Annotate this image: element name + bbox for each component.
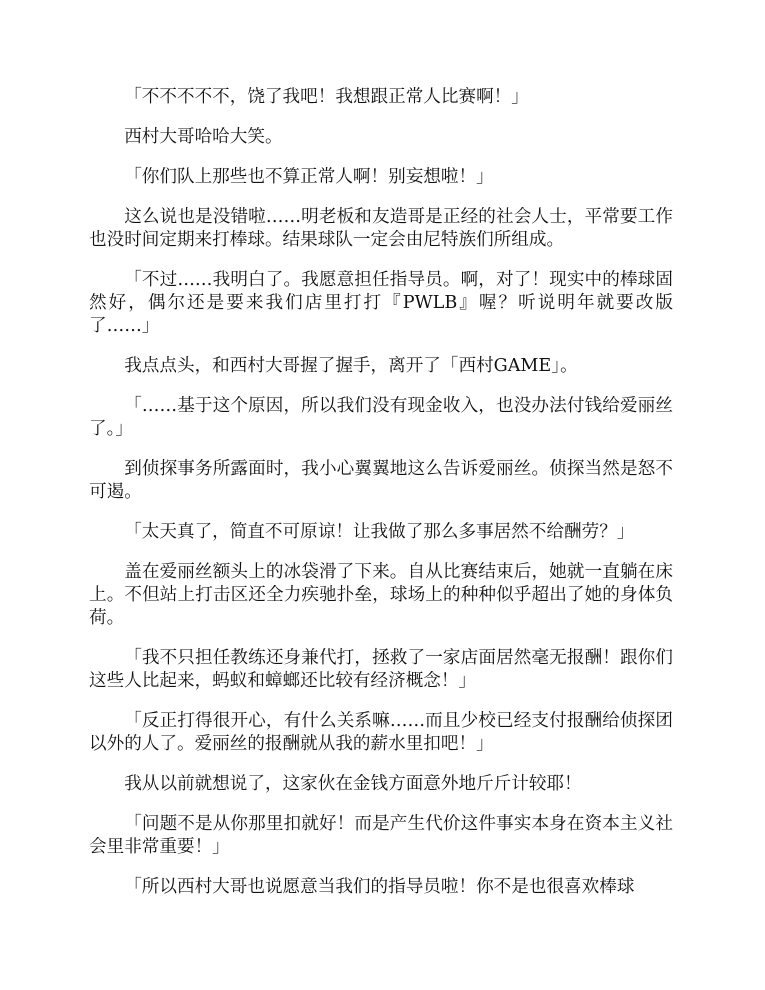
paragraph: 「不不不不不，饶了我吧！我想跟正常人比赛啊！」 [124,87,529,107]
paragraph: 「我不只担任教练还身兼代打，拯救了一家店面居然毫无报酬！跟你们这些人比起来，蚂蚁和蟑螂还比较有经济概念！」 [89,648,673,691]
paragraph: 这么说也是没错啦……明老板和友造哥是正经的社会人士，平常要工作也没时间定期来打棒球。结果球队一定会由尼特族们所组成。 [89,207,673,250]
paragraph: 西村大哥哈哈大笑。 [124,127,283,147]
paragraph: 「太天真了，简直不可原谅！让我做了那么多事居然不给酬劳？」 [124,522,635,542]
paragraph: 「你们队上那些也不算正常人啊！别妄想啦！」 [124,167,494,187]
paragraph: 盖在爱丽丝额头上的冰袋滑了下来。自从比赛结束后，她就一直躺在床上。不但站上打击区还全力疾驰扑垒，球场上的种种似乎超出了她的身体负荷。 [89,562,673,628]
paragraph: 我从以前就想说了，这家伙在金钱方面意外地斤斤计较耶！ [124,774,582,794]
paragraph: 到侦探事务所露面时，我小心翼翼地这么告诉爱丽丝。侦探当然是怒不可遏。 [89,459,673,502]
paragraph: 「所以西村大哥也说愿意当我们的指导员啦！你不是也很喜欢棒球 [124,877,635,897]
document-page [89,86,673,916]
paragraph: 我点点头，和西村大哥握了握手，离开了「西村GAME」。 [124,356,578,376]
paragraph: 「不过……我明白了。我愿意担任指导员。啊，对了！现实中的棒球固然好，偶尔还是要来我们店里打打『PWLB』喔？听说明年就要改版了……」 [89,270,673,336]
paragraph: 「反正打得很开心，有什么关系嘛……而且少校已经支付报酬给侦探团以外的人了。爱丽丝的报酬就从我的薪水里扣吧！」 [89,711,673,754]
paragraph: 「问题不是从你那里扣就好！而是产生代价这件事实本身在资本主义社会里非常重要！」 [89,814,673,857]
paragraph: 「……基于这个原因，所以我们没有现金收入，也没办法付钱给爱丽丝了。」 [89,396,673,439]
